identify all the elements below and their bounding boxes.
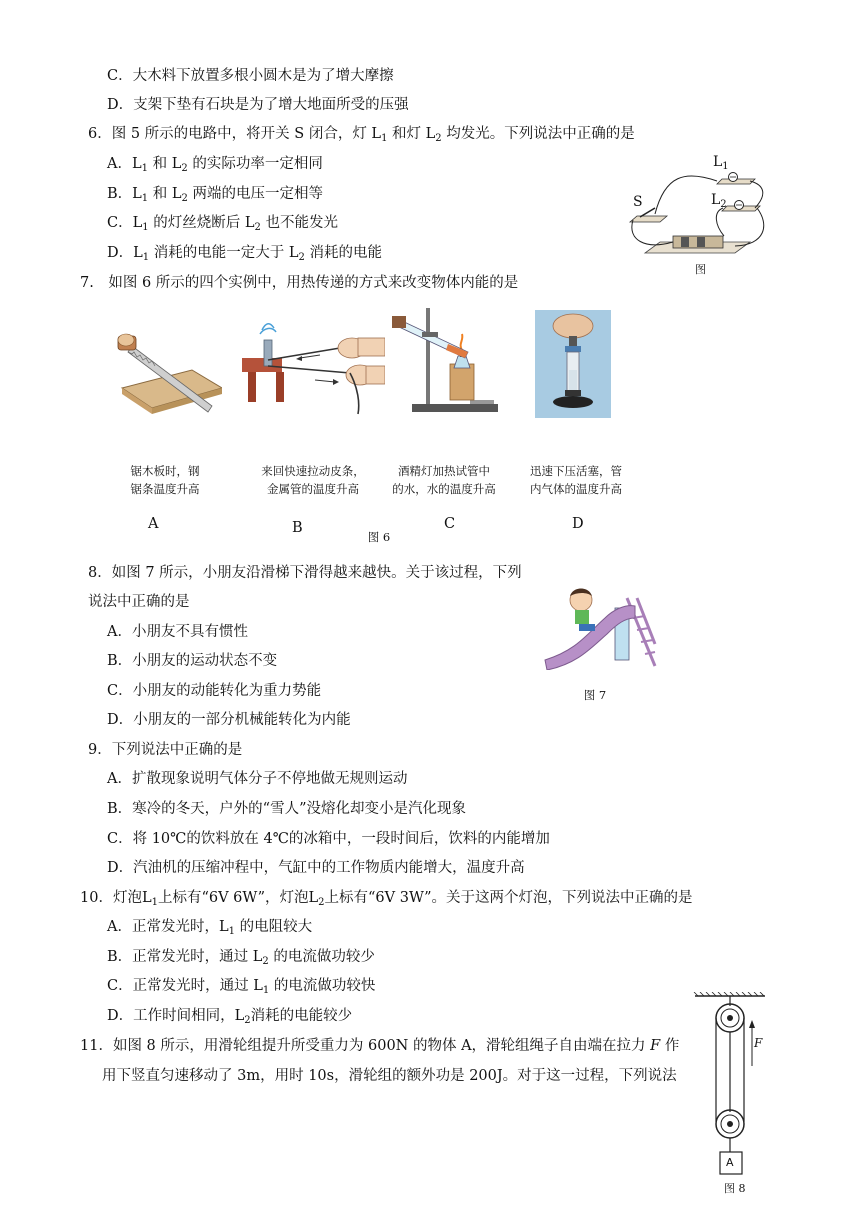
- q6-option-c: C．$L_1$ 的灯丝烧断后 $L_2$ 也不能发光: [107, 215, 338, 233]
- q8-stem-line2: 说法中正确的是: [88, 594, 190, 610]
- q8-option-c: C．小朋友的动能转化为重力势能: [107, 683, 322, 699]
- piston-image: [535, 310, 611, 418]
- figure-6-caption: 图 6: [367, 530, 391, 544]
- figure-8-pulley: [690, 992, 770, 1195]
- q6-option-d: D．$L_1$ 消耗的电能一定大于 $L_2$ 消耗的电能: [107, 245, 382, 263]
- q6-stem: 6．图 5 所示的电路中，将开关 S 闭合，灯 $L_1$ 和灯 $L_2$ 均发光。下列说法中正确的是: [88, 126, 635, 144]
- q9-stem: 9．下列说法中正确的是: [88, 742, 243, 758]
- label-l1: $L_1$: [713, 154, 729, 172]
- figure-6b-caption: 来回快速拉动皮条， 金属管的温度升高: [261, 464, 365, 496]
- label-object-a: A: [726, 1156, 734, 1169]
- label-s: S: [633, 194, 643, 210]
- label-force-f: F: [754, 1036, 763, 1050]
- alcohol-lamp-image: [388, 306, 503, 416]
- figure-6d-piston: [535, 310, 611, 418]
- q9-option-a: A．扩散现象说明气体分子不停地做无规则运动: [107, 771, 408, 787]
- q10-stem: 10．灯泡$L_1$上标有“6V 6W”，灯泡$L_2$上标有“6V 3W”。关于这两个灯泡，下列说法中正确的是: [80, 890, 693, 908]
- figure-5-caption: 图: [695, 263, 706, 276]
- q8-option-d: D．小朋友的一部分机械能转化为内能: [107, 712, 351, 728]
- figure-6d-letter: D: [572, 516, 584, 532]
- q9-option-d: D．汽油机的压缩冲程中，气缸中的工作物质内能增大，温度升高: [107, 860, 525, 876]
- q8-stem-line1: 8．如图 7 所示，小朋友沿滑梯下滑得越来越快。关于该过程，下列: [88, 565, 522, 581]
- figure-6c-letter: C: [444, 516, 456, 532]
- pull-strap-image: [240, 318, 385, 418]
- figure-7-slide: [537, 578, 657, 670]
- q11-stem-line2: 用下竖直匀速移动了 3m，用时 10s，滑轮组的额外功是 200J。对于这一过程，下列说法: [102, 1068, 677, 1084]
- q10-option-c: C．正常发光时，通过 $L_1$ 的电流做功较快: [107, 978, 376, 996]
- q8-option-b: B．小朋友的运动状态不变: [107, 653, 278, 669]
- figure-7-caption: 图 7: [583, 688, 607, 702]
- figure-6b-letter: B: [292, 520, 303, 536]
- q6-option-a: A．$L_1$ 和 $L_2$ 的实际功率一定相同: [107, 156, 323, 174]
- slide-image: [537, 578, 657, 670]
- q9-option-b: B．寒冷的冬天，户外的“雪人”没熔化却变小是汽化现象: [107, 801, 466, 817]
- q5-option-c: C．大木料下放置多根小圆木是为了增大摩擦: [107, 68, 394, 84]
- q10-option-d: D．工作时间相同，$L_2$消耗的电能较少: [107, 1008, 353, 1026]
- figure-6c-caption: 酒精灯加热试管中 的水，水的温度升高: [392, 464, 496, 496]
- label-l2: $L_2$: [711, 192, 727, 210]
- figure-8-caption: 图 8: [724, 1182, 746, 1195]
- figure-6d-caption: 迅速下压活塞，管 内气体的温度升高: [530, 464, 622, 496]
- q11-stem-line1: 11．如图 8 所示，用滑轮组提升所受重力为 600N 的物体 A，滑轮组绳子自由端在拉力 F 作: [80, 1038, 680, 1054]
- q7-stem: 7. 如图 6 所示的四个实例中，用热传递的方式来改变物体内能的是: [80, 275, 519, 291]
- figure-6b-pull-strap: [240, 318, 385, 418]
- q6-option-b: B．$L_1$ 和 $L_2$ 两端的电压一定相等: [107, 186, 324, 204]
- q5-option-d: D．支架下垫有石块是为了增大地面所受的压强: [107, 97, 409, 113]
- q8-option-a: A．小朋友不具有惯性: [107, 624, 248, 640]
- figure-5-circuit: [625, 150, 775, 275]
- circuit-diagram: [625, 150, 775, 275]
- saw-image: [112, 328, 222, 423]
- figure-6a-letter: A: [148, 516, 159, 532]
- q10-option-b: B．正常发光时，通过 $L_2$ 的电流做功较少: [107, 949, 375, 967]
- q10-option-a: A．正常发光时，$L_1$ 的电阻较大: [107, 919, 313, 937]
- q9-option-c: C．将 10℃的饮料放在 4℃的冰箱中，一段时间后，饮料的内能增加: [107, 831, 550, 847]
- figure-6a-caption: 锯木板时，钢 锯条温度升高: [130, 464, 200, 496]
- figure-6c-alcohol-lamp: [388, 306, 503, 416]
- figure-6a-saw: [112, 328, 222, 423]
